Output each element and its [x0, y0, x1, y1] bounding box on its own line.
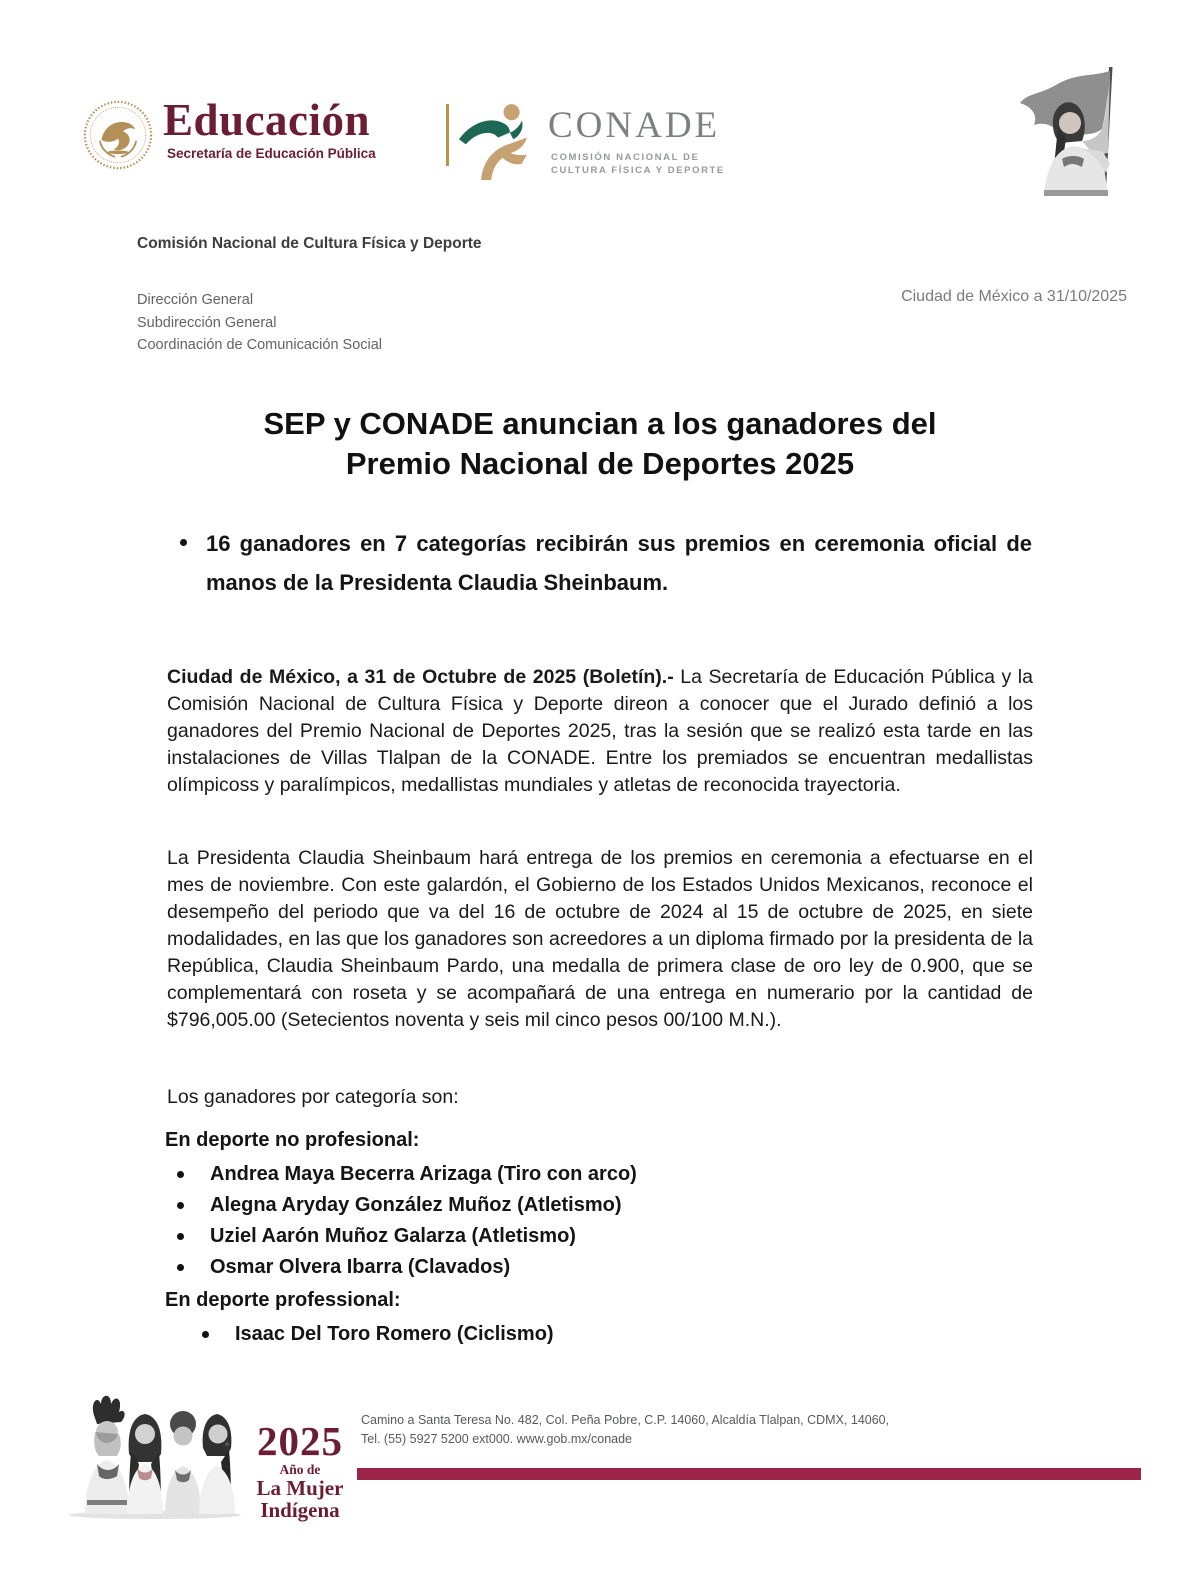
winner-name: Uziel Aarón Muñoz Galarza (Atletismo)	[210, 1225, 576, 1247]
conade-runner-icon	[455, 102, 541, 180]
winner-name: Alegna Aryday González Muñoz (Atletismo)	[210, 1194, 622, 1216]
paragraph-1-body: La Secretaría de Educación Pública y la Comisión Nacional de Cultura Física y Deporte direon a conocer que el Jurado definió a los ganadores del Premio Nacional de Deportes 2025, tras la sesión que se realizó esta tarde en las instalaciones de Villas Tlalpan de la CONADE. Entre los premiados se encuentran medallistas olímpicoss y paralímpicos, medallistas mundiales y atletas de reconocida trayectoria.	[167, 666, 1033, 796]
body-paragraph-1	[167, 664, 1033, 799]
list-item	[202, 1319, 554, 1350]
mexico-national-seal-icon	[82, 99, 154, 171]
winners-list-profesional	[202, 1319, 554, 1350]
title-line1: SEP y CONADE anuncian a los ganadores del	[263, 406, 937, 441]
paragraph-1-lead-in: Ciudad de México, a 31 de Octubre de 2025 (Boletín).-	[167, 666, 674, 688]
winners-list-no-profesional	[177, 1159, 637, 1283]
page-title	[165, 404, 1035, 484]
bullet-dot	[202, 1331, 209, 1338]
conade-subtitle-line2: CULTURA FÍSICA Y DEPORTE	[551, 165, 725, 176]
list-item	[177, 1159, 637, 1190]
address-line1: Camino a Santa Teresa No. 482, Col. Peña Pobre, C.P. 14060, Alcaldía Tlalpan, CDMX, 14060,	[361, 1413, 890, 1427]
winner-name: Isaac Del Toro Romero (Ciclismo)	[235, 1323, 554, 1345]
category-heading-no-profesional: En deporte no profesional:	[165, 1129, 420, 1151]
list-item	[177, 1221, 637, 1252]
dept-line-direccion: Dirección General	[137, 292, 254, 308]
bullet-dot	[180, 539, 187, 546]
indigenous-women-illustration	[67, 1392, 241, 1520]
bullet-dot	[177, 1202, 184, 1209]
dept-line-subdireccion: Subdirección General	[137, 314, 277, 331]
winner-name: Osmar Olvera Ibarra (Clavados)	[210, 1256, 511, 1278]
year-of-indigenous-woman-logo	[250, 1420, 350, 1521]
list-item	[177, 1190, 637, 1221]
year-2025: 2025	[257, 1418, 343, 1464]
lead-bullet-item	[168, 524, 1032, 602]
footer-accent-bar	[357, 1468, 1141, 1480]
lead-bullet-text: 16 ganadores en 7 categorías recibirán sus premios en ceremonia oficial de manos de la Presidenta Claudia Sheinbaum.	[206, 531, 1032, 595]
conade-logo-wordmark: CONADE	[548, 105, 721, 146]
year-label-ano-de: Año de	[279, 1462, 321, 1477]
sep-logo-subtitle: Secretaría de Educación Pública	[167, 146, 376, 161]
conade-subtitle-line1: COMISIÓN NACIONAL DE	[551, 152, 700, 163]
year-label-la-mujer: La Mujer	[256, 1476, 344, 1500]
logo-divider	[446, 104, 449, 166]
winner-name: Andrea Maya Becerra Arizaga (Tiro con arco)	[210, 1163, 637, 1185]
address-line2: Tel. (55) 5927 5200 ext000. www.gob.mx/conade	[361, 1432, 633, 1446]
bullet-dot	[177, 1233, 184, 1240]
body-paragraph-2: La Presidenta Claudia Sheinbaum hará entrega de los premios en ceremonia a efectuarse en el mes de noviembre. Con este galardón, el Gobierno de los Estados Unidos Mexicanos, reconoce el desempeño del periodo que va del 16 de octubre de 2024 al 15 de octubre de 2025, en siete modalidades, en las que los ganadores son acreedores a un diploma firmado por la presidenta de la República, Claudia Sheinbaum Pardo, una medalla de primera clase de oro ley de 0.900, que se complementará con roseta y se acompañará de una entrega en numerario por la cantidad de $796,005.00 (Setecientos noventa y seis mil cinco pesos 00/100 M.N.).	[167, 847, 1033, 1031]
footer-address	[361, 1411, 889, 1449]
org-name: Comisión Nacional de Cultura Física y Deporte	[137, 235, 482, 252]
category-heading-profesional: En deporte professional:	[165, 1289, 401, 1311]
title-line2: Premio Nacional de Deportes 2025	[345, 446, 855, 481]
winners-intro: Los ganadores por categoría son:	[167, 1086, 459, 1108]
year-label-indigena: Indígena	[260, 1498, 340, 1522]
list-item	[177, 1252, 637, 1283]
conade-logo-subtitle	[551, 151, 725, 177]
dateline: Ciudad de México a 31/10/2025	[901, 288, 1127, 305]
sep-logo-wordmark: Educación	[163, 95, 371, 145]
dept-line-coordinacion: Coordinación de Comunicación Social	[137, 337, 383, 353]
bullet-dot	[177, 1171, 184, 1178]
woman-with-flag-illustration	[998, 62, 1138, 212]
bullet-dot	[177, 1264, 184, 1271]
department-lines	[137, 289, 382, 357]
